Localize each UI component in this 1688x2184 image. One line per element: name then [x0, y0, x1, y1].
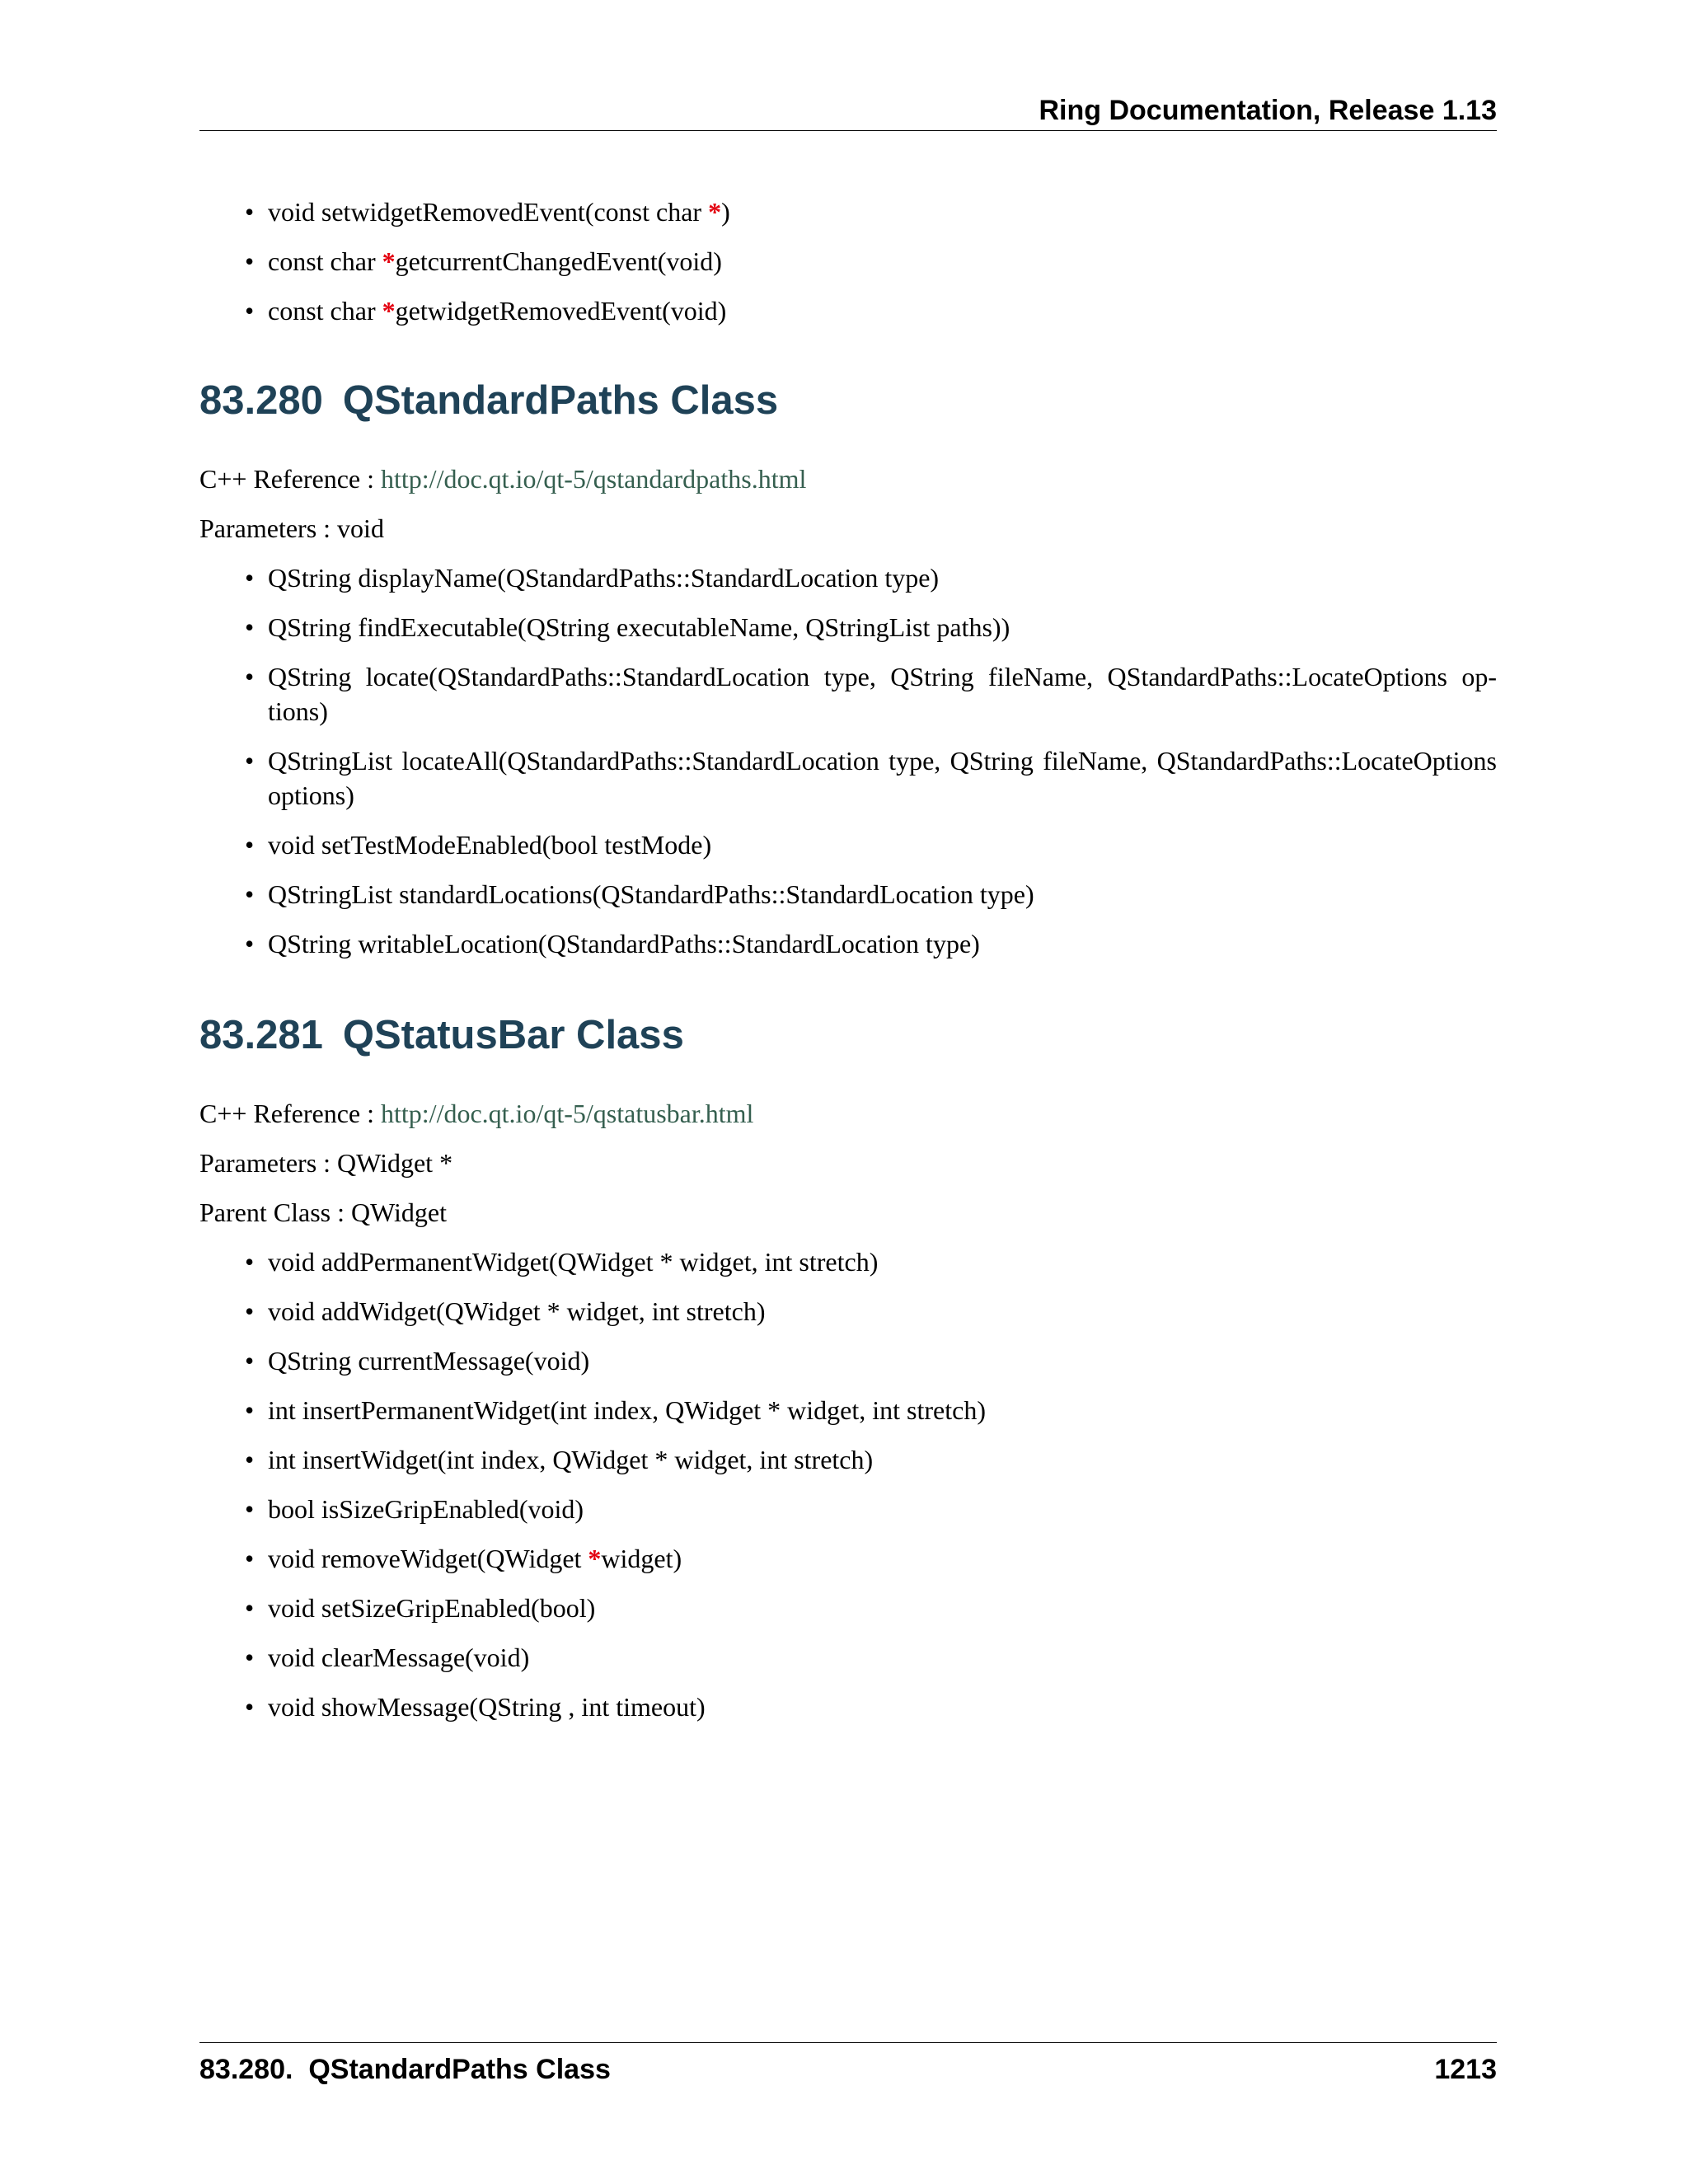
list-item: • QStringList locateAll(QStandardPaths::StandardLocation type, QString fileName, QStandardPaths::LocateOptions options)	[268, 743, 1497, 813]
pointer-star: *	[382, 296, 396, 326]
list-item: • void showMessage(QString , int timeout)	[268, 1690, 1497, 1724]
list-item: • void clearMessage(void)	[268, 1640, 1497, 1675]
section-number: 83.280	[199, 378, 323, 423]
cpp-reference-line: C++ Reference : http://doc.qt.io/qt-5/qstatusbar.html	[199, 1099, 754, 1128]
section-title: QStatusBar Class	[342, 1013, 684, 1057]
qstatusbar-method-list	[199, 1244, 1497, 1724]
list-item: • void removeWidget(QWidget *widget)	[268, 1541, 1497, 1576]
list-item: • int insertWidget(int index, QWidget * widget, int stretch)	[268, 1442, 1497, 1477]
pointer-star: *	[708, 197, 722, 227]
pointer-star: *	[588, 1544, 602, 1573]
parameters-line: Parameters : QWidget *	[199, 1148, 453, 1178]
parameters-line: Parameters : void	[199, 513, 384, 543]
section-number: 83.281	[199, 1013, 323, 1057]
list-item: • void setSizeGripEnabled(bool)	[268, 1591, 1497, 1625]
list-item: • QString writableLocation(QStandardPaths::StandardLocation type)	[268, 926, 1497, 961]
list-item: • QString displayName(QStandardPaths::StandardLocation type)	[268, 560, 1497, 595]
qstandardpaths-method-list	[199, 560, 1497, 961]
list-item: • QString findExecutable(QString executableName, QStringList paths))	[268, 610, 1497, 644]
document-page	[199, 0, 1497, 2184]
parent-class-line: Parent Class : QWidget	[199, 1197, 447, 1227]
header-rule	[199, 130, 1497, 131]
section-heading-qstatusbar	[199, 1010, 1497, 1060]
section-title: QStandardPaths Class	[342, 378, 779, 423]
list-item: • QString locate(QStandardPaths::StandardLocation type, QString fileName, QStandardPaths::LocateOptions options)	[268, 659, 1497, 729]
list-item: • void setwidgetRemovedEvent(const char *)	[268, 194, 1497, 229]
list-item: • int insertPermanentWidget(int index, QWidget * widget, int stretch)	[268, 1393, 1497, 1427]
running-header: Ring Documentation, Release 1.13	[1039, 95, 1497, 126]
list-item: • const char *getwidgetRemovedEvent(void)	[268, 293, 1497, 328]
list-item: • bool isSizeGripEnabled(void)	[268, 1492, 1497, 1526]
list-item: • const char *getcurrentChangedEvent(void)	[268, 244, 1497, 279]
cpp-reference-line: C++ Reference : http://doc.qt.io/qt-5/qstandardpaths.html	[199, 464, 807, 494]
section-heading-qstandardpaths	[199, 376, 1497, 425]
footer-section-title: 83.280. QStandardPaths Class	[199, 2054, 611, 2085]
list-item: • QString currentMessage(void)	[268, 1343, 1497, 1378]
page-content	[199, 194, 1497, 1739]
pointer-star: *	[382, 246, 396, 276]
previous-method-list	[199, 194, 1497, 328]
cpp-reference-link[interactable]: http://doc.qt.io/qt-5/qstandardpaths.html	[381, 464, 807, 494]
list-item: • void addPermanentWidget(QWidget * widget, int stretch)	[268, 1244, 1497, 1279]
list-item: • void addWidget(QWidget * widget, int stretch)	[268, 1294, 1497, 1329]
page-number: 1213	[1434, 2054, 1497, 2085]
list-item: • void setTestModeEnabled(bool testMode)	[268, 827, 1497, 862]
list-item: • QStringList standardLocations(QStandardPaths::StandardLocation type)	[268, 877, 1497, 912]
footer-rule	[199, 2042, 1497, 2043]
cpp-reference-link[interactable]: http://doc.qt.io/qt-5/qstatusbar.html	[381, 1099, 754, 1128]
